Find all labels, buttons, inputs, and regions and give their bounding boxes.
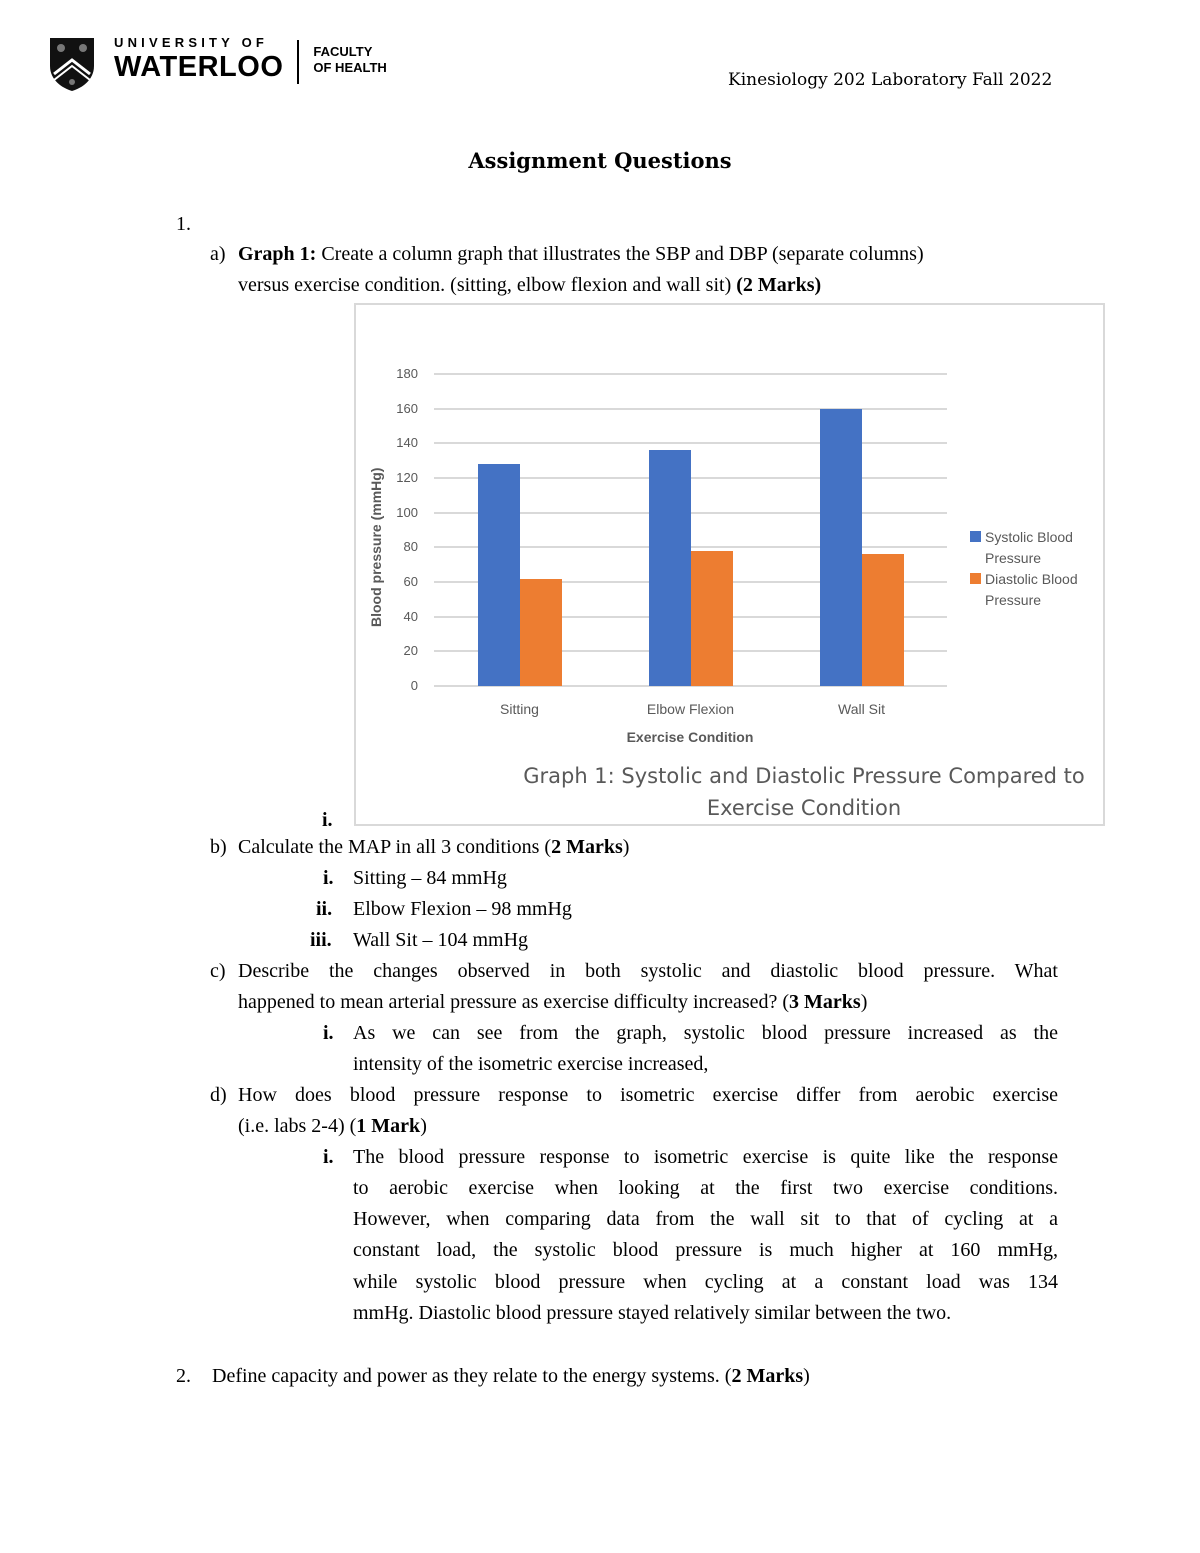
question-1c-text-line2 bbox=[238, 987, 867, 1018]
question-1a-marks: (2 Marks) bbox=[736, 274, 822, 296]
answer-1d-line5: while systolic blood pressure when cycling at a constant load was 134 bbox=[353, 1271, 1058, 1293]
answer-1b-iii: Wall Sit – 104 mmHg bbox=[353, 929, 529, 951]
answer-1d-line2: to aerobic exercise when looking at the first two exercise conditions. bbox=[353, 1177, 1058, 1199]
legend-label-diastolic: Diastolic Blood bbox=[985, 571, 1078, 587]
x-category-label: Elbow Flexion bbox=[646, 701, 735, 717]
answer-1c-line1: As we can see from the graph, systolic blood pressure increased as the bbox=[353, 1022, 1058, 1044]
answer-1b-i-marker: i. bbox=[323, 867, 334, 889]
answer-1b-ii: Elbow Flexion – 98 mmHg bbox=[353, 898, 572, 920]
question-1d-text-line2 bbox=[238, 1111, 427, 1142]
y-tick-label: 180 bbox=[396, 366, 418, 381]
bar-systolic bbox=[820, 409, 862, 686]
paren-close: ) bbox=[420, 1115, 427, 1137]
bar-diastolic bbox=[862, 554, 904, 686]
y-tick-label: 40 bbox=[403, 608, 418, 624]
answer-1b-i: Sitting – 84 mmHg bbox=[353, 867, 507, 889]
question-1b-text bbox=[238, 832, 629, 863]
bar-diastolic bbox=[520, 579, 562, 686]
answer-1d-line3: However, when comparing data from the wall sit to that of cycling at a bbox=[353, 1208, 1058, 1230]
paren-close: ) bbox=[803, 1365, 810, 1387]
graph-label: Graph 1: bbox=[238, 243, 317, 265]
answer-1b-iii-marker: iii. bbox=[310, 929, 332, 951]
answer-1c-line2: intensity of the isometric exercise increased, bbox=[353, 1053, 709, 1075]
question-2-number: 2. bbox=[176, 1365, 191, 1387]
chart-caption bbox=[504, 760, 1104, 824]
question-2-prompt: Define capacity and power as they relate to the energy systems. ( bbox=[212, 1365, 732, 1387]
gridline bbox=[434, 373, 947, 375]
question-1c-text-line1: Describe the changes observed in both systolic and diastolic blood pressure. What bbox=[238, 960, 1058, 982]
y-tick-label: 0 bbox=[410, 678, 418, 693]
question-1c-marks: 3 Marks bbox=[789, 991, 861, 1013]
question-1-number: 1. bbox=[176, 213, 191, 235]
paren-close: ) bbox=[860, 991, 868, 1013]
question-1b-marks: 2 Marks bbox=[551, 836, 623, 858]
question-1a-marker: a) bbox=[210, 243, 226, 265]
y-tick-label: 120 bbox=[396, 470, 418, 485]
y-tick-label: 80 bbox=[403, 539, 418, 555]
bar-systolic bbox=[649, 450, 691, 686]
page-title: Assignment Questions bbox=[468, 148, 732, 173]
question-1d-prompt: (i.e. labs 2-4) ( bbox=[238, 1115, 357, 1137]
university-of-text: UNIVERSITY OF bbox=[114, 35, 269, 50]
answer-1b-ii-marker: ii. bbox=[316, 898, 333, 920]
question-1a-text-line1 bbox=[238, 239, 924, 270]
gridline bbox=[434, 442, 947, 444]
y-tick-label: 140 bbox=[396, 435, 418, 451]
question-1a-text-line2 bbox=[238, 270, 821, 301]
question-1b-prompt: Calculate the MAP in all 3 conditions ( bbox=[238, 836, 552, 858]
question-2-text bbox=[212, 1361, 810, 1392]
legend-item-systolic bbox=[970, 527, 1078, 548]
bar-chart bbox=[354, 303, 1105, 826]
chart-caption-line1: Graph 1: Systolic and Diastolic Pressure Compared to bbox=[523, 764, 1085, 788]
course-header: Kinesiology 202 Laboratory Fall 2022 bbox=[728, 70, 1053, 90]
question-1a-answer-marker: i. bbox=[322, 809, 333, 831]
university-wordmark bbox=[114, 36, 283, 82]
faculty-name bbox=[313, 44, 386, 76]
x-category-label: Wall Sit bbox=[838, 701, 885, 717]
bar-systolic bbox=[478, 464, 520, 686]
legend-swatch-diastolic bbox=[970, 573, 981, 584]
legend-item-diastolic bbox=[970, 569, 1078, 590]
legend-label-systolic: Systolic Blood bbox=[985, 529, 1073, 545]
chart-x-axis-label: Exercise Condition bbox=[626, 729, 754, 745]
faculty-line1: FACULTY bbox=[313, 44, 373, 59]
question-1c-prompt: happened to mean arterial pressure as exercise difficulty increased? ( bbox=[238, 991, 790, 1013]
y-tick-label: 100 bbox=[396, 504, 418, 520]
bar-diastolic bbox=[691, 551, 733, 686]
question-1d-marks: 1 Mark bbox=[356, 1115, 421, 1137]
x-category-label: Sitting bbox=[500, 701, 539, 717]
answer-1d-line4: constant load, the systolic blood pressure is much higher at 160 mmHg, bbox=[353, 1239, 1058, 1261]
question-1a-text-cont: versus exercise condition. (sitting, elbow flexion and wall sit) bbox=[238, 274, 737, 296]
answer-1d-marker: i. bbox=[323, 1146, 334, 1168]
university-logo bbox=[48, 36, 387, 94]
university-crest-icon bbox=[48, 36, 96, 92]
answer-1d-line1: The blood pressure response to isometric exercise is quite like the response bbox=[353, 1146, 1058, 1168]
logo-divider bbox=[297, 40, 299, 84]
question-1a-text: Create a column graph that illustrates the SBP and DBP (separate columns) bbox=[316, 243, 924, 265]
y-tick-label: 20 bbox=[403, 643, 418, 659]
legend-swatch-systolic bbox=[970, 531, 981, 542]
legend-label-diastolic-cont: Pressure bbox=[985, 592, 1042, 608]
y-tick-label: 160 bbox=[396, 400, 418, 416]
question-1c-marker: c) bbox=[210, 960, 226, 982]
legend-label-systolic-cont: Pressure bbox=[985, 550, 1042, 566]
question-2-marks: 2 Marks bbox=[731, 1365, 804, 1387]
question-1d-marker: d) bbox=[210, 1084, 227, 1106]
answer-1c-marker: i. bbox=[323, 1022, 334, 1044]
question-1d-text-line1: How does blood pressure response to isometric exercise differ from aerobic exercise bbox=[238, 1084, 1058, 1106]
paren-close: ) bbox=[622, 836, 630, 858]
chart-caption-line2: Exercise Condition bbox=[706, 796, 902, 820]
answer-1d-line6: mmHg. Diastolic blood pressure stayed relatively similar between the two. bbox=[353, 1302, 952, 1324]
gridline bbox=[434, 408, 947, 410]
faculty-line2: OF HEALTH bbox=[313, 60, 387, 75]
chart-legend bbox=[970, 527, 1078, 611]
question-1b-marker: b) bbox=[210, 836, 227, 858]
chart-y-axis-label: Blood pressure (mmHg) bbox=[368, 467, 384, 627]
y-tick-label: 60 bbox=[403, 574, 418, 589]
waterloo-text: WATERLOO bbox=[114, 51, 284, 83]
